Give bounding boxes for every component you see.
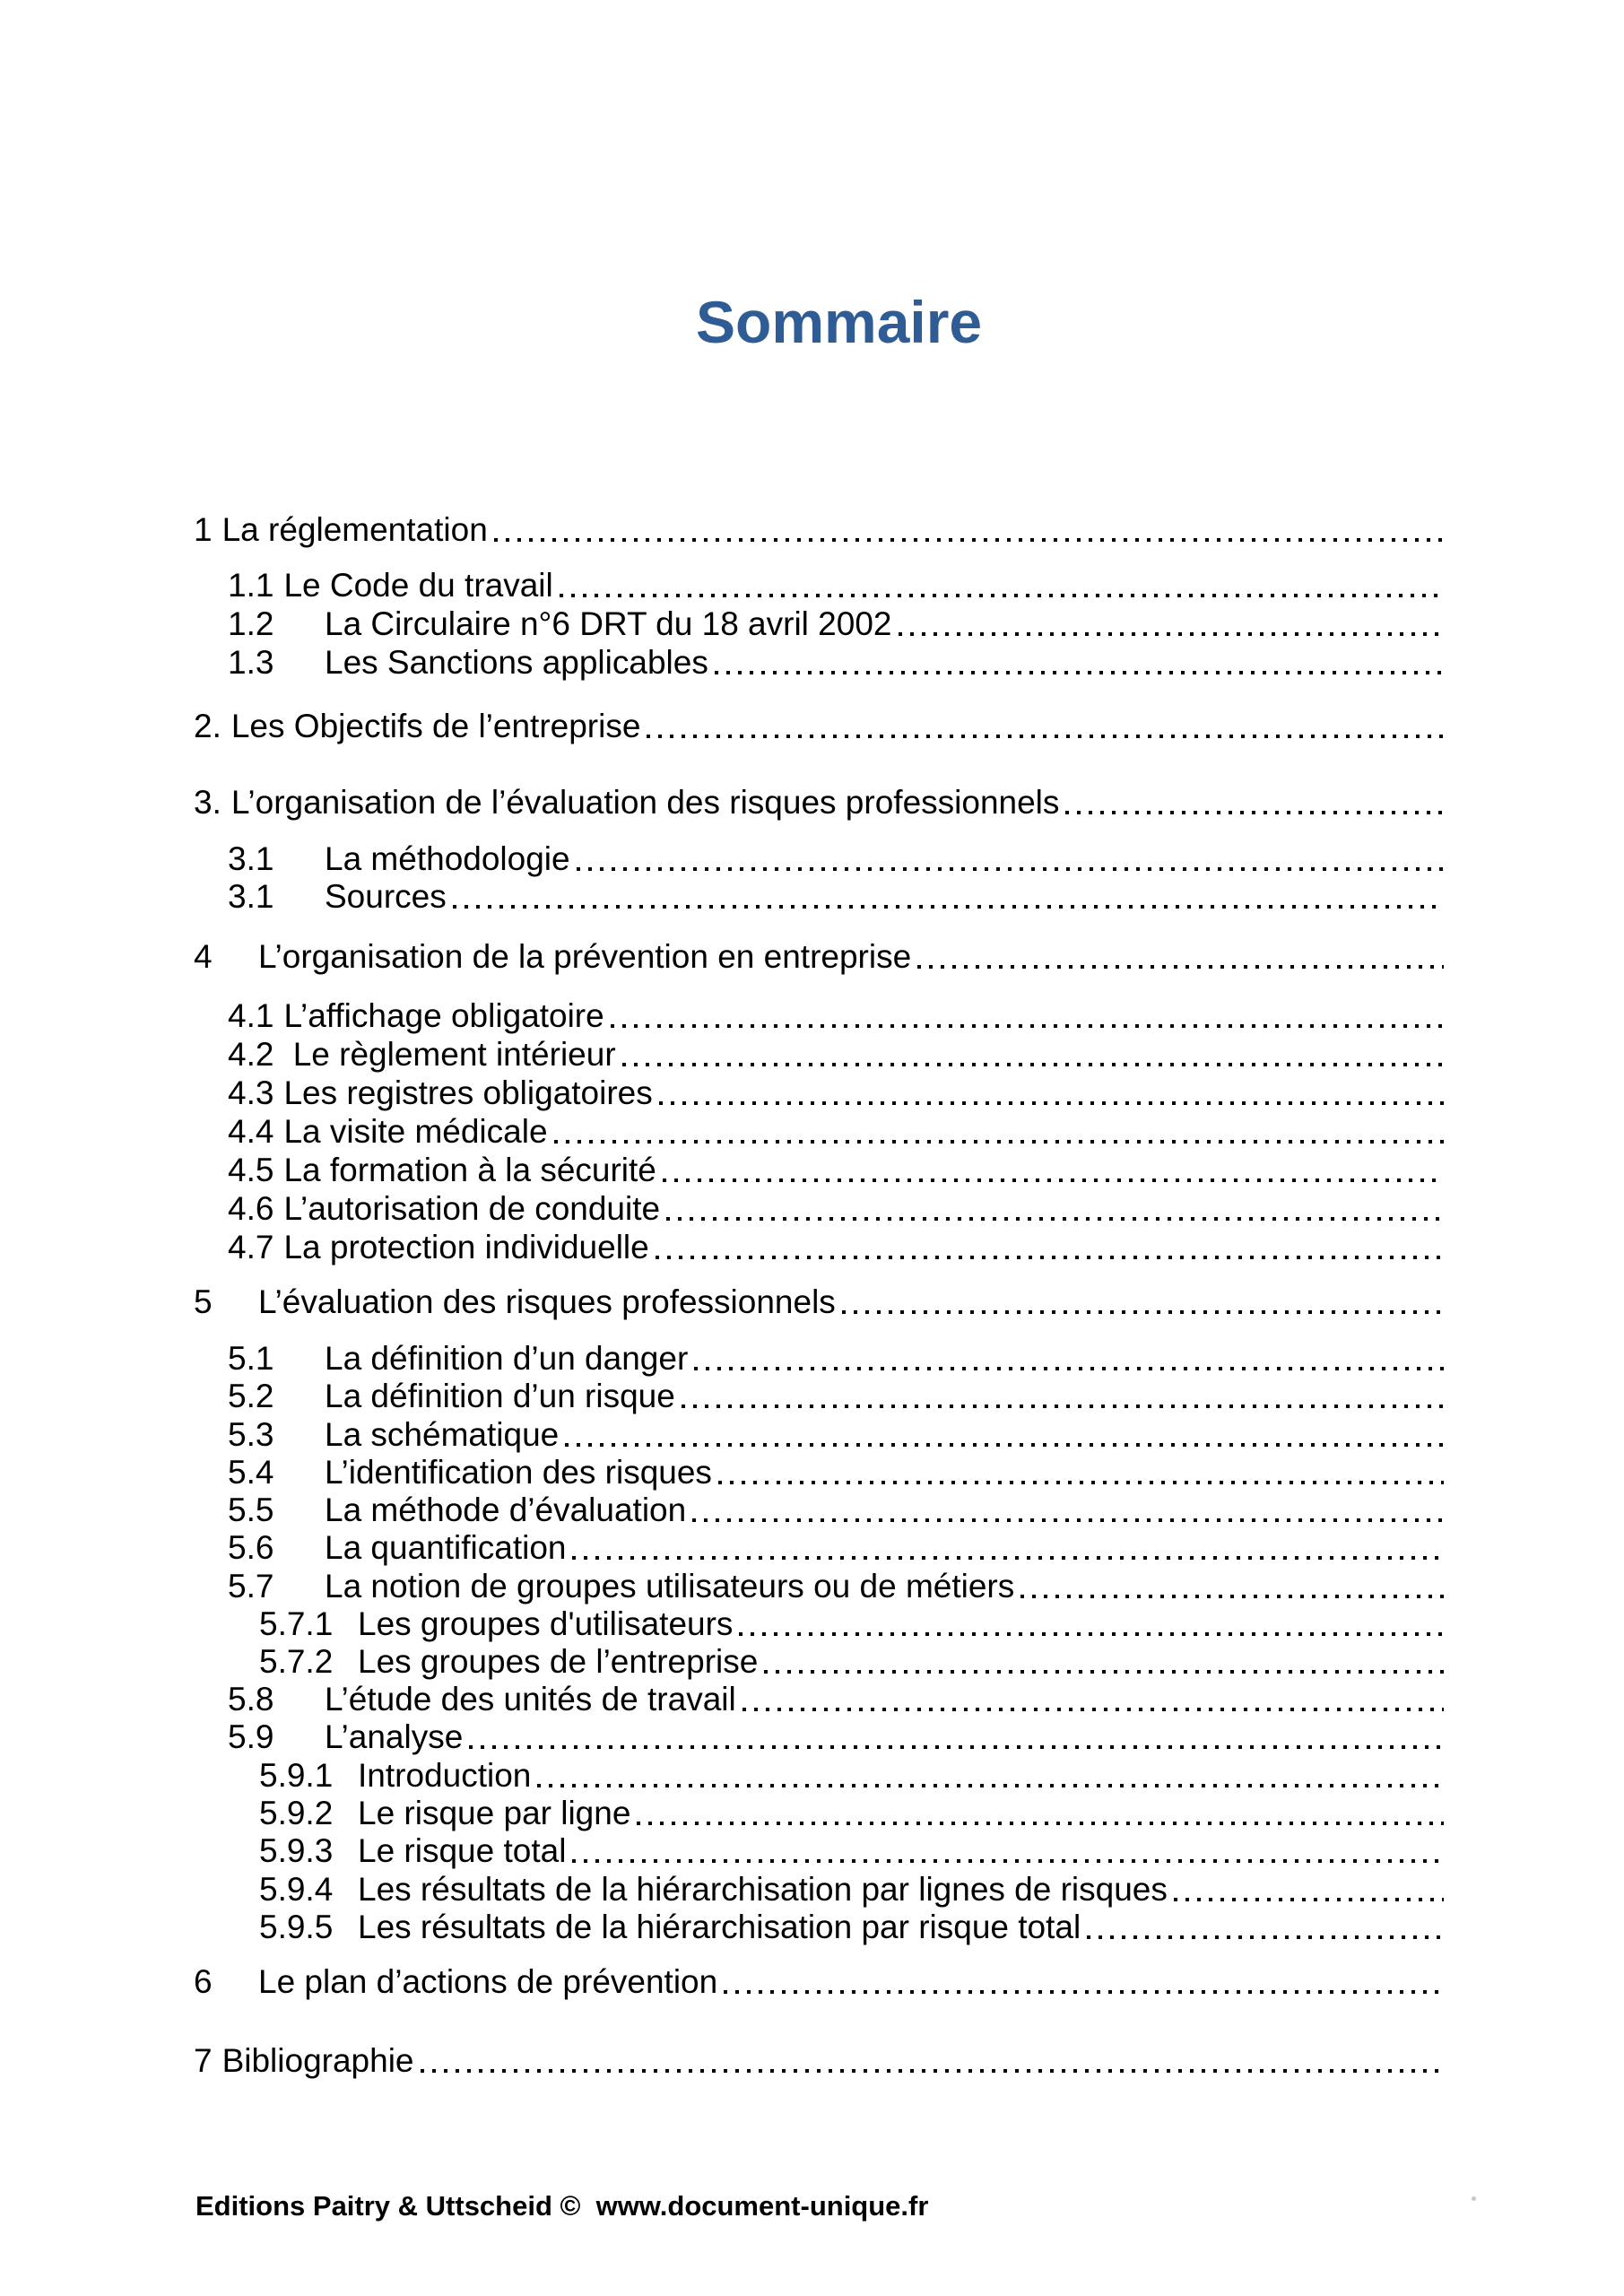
toc-entry-label: La méthodologie — [325, 840, 570, 877]
toc-entry — [259, 1831, 1444, 1870]
dot-leader — [692, 1518, 1444, 1522]
toc-entry-label: Bibliographie — [221, 2042, 414, 2079]
toc-entry — [228, 1567, 1444, 1605]
toc-entry-number: 1 — [194, 511, 213, 548]
dot-leader — [743, 1708, 1444, 1711]
toc-entry-label: L’analyse — [325, 1718, 464, 1755]
toc-entry-label: L’identification des risques — [325, 1454, 712, 1491]
dot-leader — [637, 1822, 1444, 1825]
toc-entry — [228, 1112, 1444, 1151]
toc-entry-number: 5.9.4 — [259, 1871, 334, 1908]
toc-entry-number: 5.9.5 — [259, 1909, 334, 1945]
toc-entry-number: 4.5 — [228, 1152, 274, 1188]
toc-entry-number: 4.3 — [228, 1074, 274, 1111]
toc-entry — [228, 996, 1444, 1035]
dot-leader — [764, 1670, 1444, 1674]
dot-leader — [724, 1990, 1444, 1994]
toc-entry-label: Le règlement intérieur — [283, 1036, 616, 1073]
toc-entry-number: 5.9.1 — [259, 1757, 334, 1794]
toc-entry — [194, 2041, 1444, 2080]
toc-entry-number: 5.7 — [228, 1568, 274, 1605]
dot-leader — [469, 1745, 1444, 1749]
dot-leader — [554, 1140, 1444, 1144]
toc-entry-label: La définition d’un danger — [325, 1340, 689, 1377]
toc-entry-label: La réglementation — [221, 511, 488, 548]
toc-entry — [228, 1491, 1444, 1529]
dot-leader — [666, 1217, 1444, 1221]
toc-entry — [228, 1377, 1444, 1415]
toc-entry — [259, 1605, 1444, 1643]
toc-entry-label: Les groupes de l’entreprise — [358, 1643, 759, 1680]
footer-text: Editions Paitry & Uttscheid © www.document-unique.fr — [195, 2190, 929, 2222]
dot-leader — [560, 594, 1444, 597]
toc-entry-number: 1.2 — [228, 605, 274, 642]
toc-entry-label: Sources — [325, 878, 447, 915]
dot-leader — [715, 671, 1444, 674]
toc-entry-number: 5 — [194, 1283, 213, 1320]
toc-entry-label: L’évaluation des risques professionnels — [258, 1283, 836, 1320]
toc-entry — [194, 783, 1444, 822]
toc-entry-label: Le Code du travail — [283, 567, 553, 604]
dot-leader — [494, 538, 1444, 542]
toc-entry-label: L’organisation de l’évaluation des risques professionnels — [230, 784, 1060, 821]
toc-entry-number: 6 — [194, 1963, 213, 2000]
dot-leader — [694, 1367, 1444, 1370]
toc-entry-label: La définition d’un risque — [325, 1378, 675, 1414]
dot-leader — [565, 1443, 1444, 1447]
toc-entry-label: Les registres obligatoires — [283, 1074, 653, 1111]
toc-entry-number: 5.5 — [228, 1492, 274, 1528]
toc-entry-label: Le risque total — [358, 1832, 567, 1869]
toc-entry-label: Les résultats de la hiérarchisation par lignes de risques — [358, 1871, 1168, 1908]
toc-entry-number: 1.3 — [228, 644, 274, 681]
page-title: Sommaire — [696, 289, 983, 355]
dot-leader — [577, 867, 1444, 871]
toc-entry-label: L’autorisation de conduite — [283, 1190, 661, 1227]
toc-entry-number: 5.8 — [228, 1681, 274, 1718]
toc-entry-number: 4.7 — [228, 1229, 274, 1265]
toc-entry-label: Le plan d’actions de prévention — [258, 1963, 718, 2000]
toc-entry-label: Les Sanctions applicables — [325, 644, 708, 681]
toc-entry — [228, 839, 1444, 878]
dot-leader — [656, 1256, 1444, 1259]
toc-entry-number: 5.4 — [228, 1454, 274, 1491]
dot-leader — [1020, 1595, 1444, 1598]
dot-leader — [647, 735, 1444, 738]
toc-entry-number: 3.1 — [228, 878, 274, 915]
toc-entry — [228, 1680, 1444, 1718]
toc-entry — [228, 1415, 1444, 1454]
dot-leader — [537, 1784, 1444, 1787]
toc-entry — [228, 1718, 1444, 1756]
toc-entry — [259, 1756, 1444, 1795]
dot-leader — [572, 1859, 1444, 1863]
toc-entry-label: Les groupes d'utilisateurs — [358, 1605, 734, 1642]
dot-leader — [1065, 811, 1444, 814]
toc-entry-number: 5.9.2 — [259, 1795, 334, 1831]
toc-entry-label: L’affichage obligatoire — [283, 997, 604, 1034]
toc-entry — [228, 1035, 1444, 1074]
toc-entry — [228, 1453, 1444, 1492]
dot-leader — [682, 1405, 1444, 1408]
toc-entry-number: 1.1 — [228, 567, 274, 604]
dot-leader — [718, 1481, 1444, 1484]
toc-entry — [228, 877, 1444, 916]
toc-entry-number: 4.1 — [228, 997, 274, 1034]
dot-leader — [1087, 1935, 1444, 1939]
toc-entry-label: Les résultats de la hiérarchisation par risque total — [358, 1909, 1081, 1945]
toc-entry — [259, 1908, 1444, 1946]
dot-leader — [1174, 1898, 1444, 1901]
toc-entry — [228, 1228, 1444, 1266]
toc-entry-label: La visite médicale — [283, 1113, 548, 1150]
scan-artifact-dot — [1472, 2196, 1476, 2201]
dot-leader — [659, 1101, 1444, 1105]
toc-entry-number: 4.6 — [228, 1190, 274, 1227]
toc-entry — [194, 707, 1444, 745]
dot-leader — [622, 1063, 1444, 1066]
toc-entry-number: 5.7.1 — [259, 1605, 334, 1642]
toc-entry-label: L’organisation de la prévention en entreprise — [258, 938, 912, 975]
toc-entry-number: 5.6 — [228, 1529, 274, 1566]
dot-leader — [453, 905, 1444, 909]
dot-leader — [899, 632, 1445, 636]
dot-leader — [611, 1024, 1444, 1028]
toc-entry — [194, 1962, 1444, 2001]
toc-entry — [228, 1189, 1444, 1228]
toc-entry — [194, 937, 1444, 976]
toc-entry — [228, 1074, 1444, 1112]
toc-entry-number: 5.3 — [228, 1416, 274, 1453]
dot-leader — [842, 1310, 1444, 1314]
toc-entry — [228, 566, 1444, 604]
dot-leader — [917, 965, 1444, 969]
toc-entry-number: 4.2 — [228, 1036, 274, 1073]
toc-entry-label: Les Objectifs de l’entreprise — [230, 708, 641, 744]
toc-entry-number: 5.2 — [228, 1378, 274, 1414]
toc-entry-number: 5.9 — [228, 1718, 274, 1755]
toc-entry-label: La Circulaire n°6 DRT du 18 avril 2002 — [325, 605, 892, 642]
toc-entry — [259, 1794, 1444, 1832]
toc-entry — [194, 1283, 1444, 1321]
dot-leader — [572, 1556, 1444, 1560]
toc-entry-label: La formation à la sécurité — [283, 1152, 656, 1188]
toc-entry-number: 4.4 — [228, 1113, 274, 1150]
toc-entry-label: Introduction — [358, 1757, 532, 1794]
toc-entry — [228, 604, 1444, 643]
toc-entry-label: L’étude des unités de travail — [325, 1681, 736, 1718]
toc-entry — [259, 1870, 1444, 1909]
toc-entry — [228, 1528, 1444, 1567]
toc-entry — [228, 1151, 1444, 1189]
toc-entry — [259, 1642, 1444, 1681]
dot-leader — [421, 2069, 1444, 2073]
toc-entry — [194, 510, 1444, 549]
toc-entry-number: 7 — [194, 2042, 213, 2079]
dot-leader — [739, 1632, 1444, 1636]
toc-entry-label: La méthode d’évaluation — [325, 1492, 687, 1528]
toc-entry-number: 5.9.3 — [259, 1832, 334, 1869]
toc-entry-label: La schématique — [325, 1416, 560, 1453]
toc-entry — [228, 643, 1444, 682]
toc-entry-label: Le risque par ligne — [358, 1795, 631, 1831]
toc-entry-label: La protection individuelle — [283, 1229, 649, 1265]
toc-entry-number: 4 — [194, 938, 213, 975]
toc-entry-label: La notion de groupes utilisateurs ou de métiers — [325, 1568, 1015, 1605]
toc-entry-number: 3. — [194, 784, 221, 821]
toc-entry — [228, 1339, 1444, 1378]
toc-entry-label: La quantification — [325, 1529, 567, 1566]
dot-leader — [663, 1178, 1444, 1182]
toc-entry-number: 3.1 — [228, 840, 274, 877]
toc-entry-number: 5.7.2 — [259, 1643, 334, 1680]
toc-entry-number: 2. — [194, 708, 221, 744]
toc-entry-number: 5.1 — [228, 1340, 274, 1377]
